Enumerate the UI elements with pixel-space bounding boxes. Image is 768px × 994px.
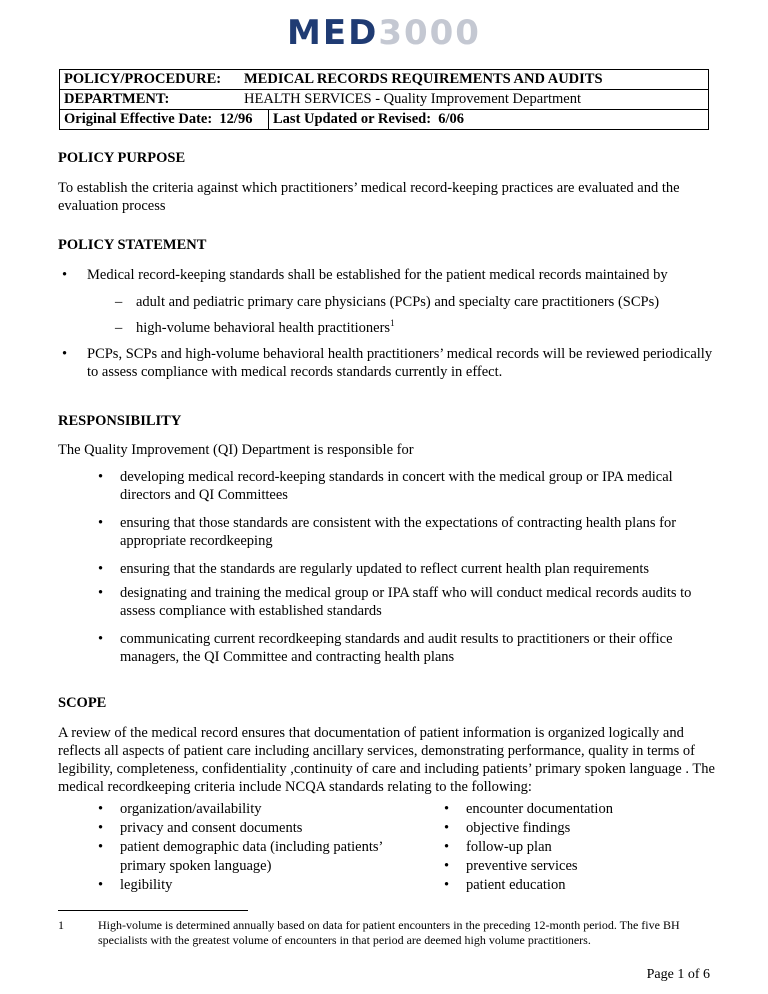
list-item [98,819,418,838]
bullet-icon: • [98,515,104,531]
scope-text: A review of the medical record ensures that documentation of patient information is organized logically and reflects all aspects of patient care including ancillary services, demonstrating performance, quality in terms of legibility, completeness, confidentiality ,continuity of care and including patients’ primary spoken language . The medical recordkeeping criteria include NCQA standards relating to the following: [58,725,715,795]
responsibility-item [98,560,718,580]
bullet-icon: • [444,839,450,855]
footnote-ref: 1 [390,318,395,329]
bullet-icon: • [98,631,104,647]
policy-row [60,70,709,90]
list-item [98,838,418,857]
list-item [444,819,724,838]
list-item [444,876,724,895]
statement-bullet-1 [62,266,722,284]
bullet-icon: • [444,858,450,874]
logo-part-2: 3000 [378,13,481,53]
list-item-text: patient demographic data (including patients’ [120,839,384,855]
bullet-icon: • [98,561,104,577]
list-item-text: preventive services [466,858,578,874]
bullet-icon: • [62,346,68,362]
effective-date-cell [60,110,269,130]
list-item [444,857,724,876]
list-item [98,800,418,819]
responsibility-intro: The Quality Improvement (QI) Department is responsible for [58,442,414,458]
scope-list-right [444,800,724,895]
responsibility-item-text: ensuring that those standards are consistent with the expectations of contracting health plans for appropriate recordkeeping [120,515,677,549]
list-item-text: privacy and consent documents [120,820,303,836]
list-item-text: primary spoken language) [120,858,272,874]
policy-purpose-heading: POLICY PURPOSE [58,150,186,166]
list-item-text: patient education [466,877,566,893]
responsibility-item-text: developing medical record-keeping standards in concert with the medical group or IPA medical directors and QI Committees [120,469,673,503]
effective-date-label: Original Effective Date: [64,111,213,127]
responsibility-heading: RESPONSIBILITY [58,413,182,429]
scope-heading: SCOPE [58,695,107,711]
statement-sub-item-2-label: high-volume behavioral health practitioners [136,320,391,336]
department-row [60,90,709,110]
policy-title: MEDICAL RECORDS REQUIREMENTS AND AUDITS [244,71,603,87]
revised-date-cell [269,110,709,130]
list-item [444,838,724,857]
dash-icon: – [115,294,123,310]
revised-date-label: Last Updated or Revised: [273,111,432,127]
policy-label: POLICY/PROCEDURE: [64,71,222,87]
med3000-logo [0,14,768,52]
bullet-icon: • [444,820,450,836]
statement-bullet-1-text: Medical record-keeping standards shall be established for the patient medical records maintained by [87,267,668,283]
footnote-divider [58,910,248,911]
footnote-text: High-volume is determined annually based on data for patient encounters in the preceding 12-month period. The five BH specialists with the greatest volume of encounters in that period are deemed high volume practitioners. [98,918,680,947]
policy-header-table [59,69,709,130]
department-label: DEPARTMENT: [64,91,170,107]
logo-part-1: MED [287,13,379,53]
effective-date-value: 12/96 [219,111,253,127]
responsibility-item [98,584,718,624]
bullet-icon: • [98,839,104,855]
responsibility-item-text: ensuring that the standards are regularly updated to reflect current health plan requirements [120,561,650,577]
bullet-icon: • [98,820,104,836]
list-item [444,800,724,819]
page-number: Page 1 of 6 [646,967,710,982]
bullet-icon: • [62,267,68,283]
list-item [98,876,418,895]
bullet-icon: • [98,801,104,817]
dash-icon: – [115,320,123,336]
bullet-icon: • [98,585,104,601]
responsibility-item [98,468,718,508]
list-item-text: objective findings [466,820,571,836]
bullet-icon: • [444,801,450,817]
responsibility-item [98,514,718,554]
revised-date-value: 6/06 [438,111,465,127]
statement-bullet-2-text: PCPs, SCPs and high-volume behavioral health practitioners’ medical records will be reviewed periodically to assess compliance with medical records standards currently in effect. [87,346,713,380]
bullet-icon: • [444,877,450,893]
responsibility-item [98,630,718,670]
list-item-text: legibility [120,877,173,893]
list-item-continuation [98,857,418,876]
policy-purpose-text: To establish the criteria against which practitioners’ medical record-keeping practices are evaluated and the evaluation process [58,180,680,214]
responsibility-item-text: communicating current recordkeeping standards and audit results to practitioners or their office managers, the QI Committee and contracting health plans [120,631,673,665]
list-item-text: organization/availability [120,801,262,817]
bullet-icon: • [98,877,104,893]
statement-sub-item-1-text: adult and pediatric primary care physicians (PCPs) and specialty care practitioners (SCPs) [136,294,660,310]
statement-sub-item-2-text [136,319,395,337]
department-value: HEALTH SERVICES - Quality Improvement Department [244,91,581,107]
bullet-icon: • [98,469,104,485]
responsibility-item-text: designating and training the medical group or IPA staff who will conduct medical records audits to assess compliance with established standards [120,585,692,619]
scope-list-left [98,800,418,895]
list-item-text: encounter documentation [466,801,613,817]
statement-bullet-2 [62,345,722,385]
footnote-number: 1 [58,918,64,932]
list-item-text: follow-up plan [466,839,552,855]
policy-statement-heading: POLICY STATEMENT [58,237,207,253]
